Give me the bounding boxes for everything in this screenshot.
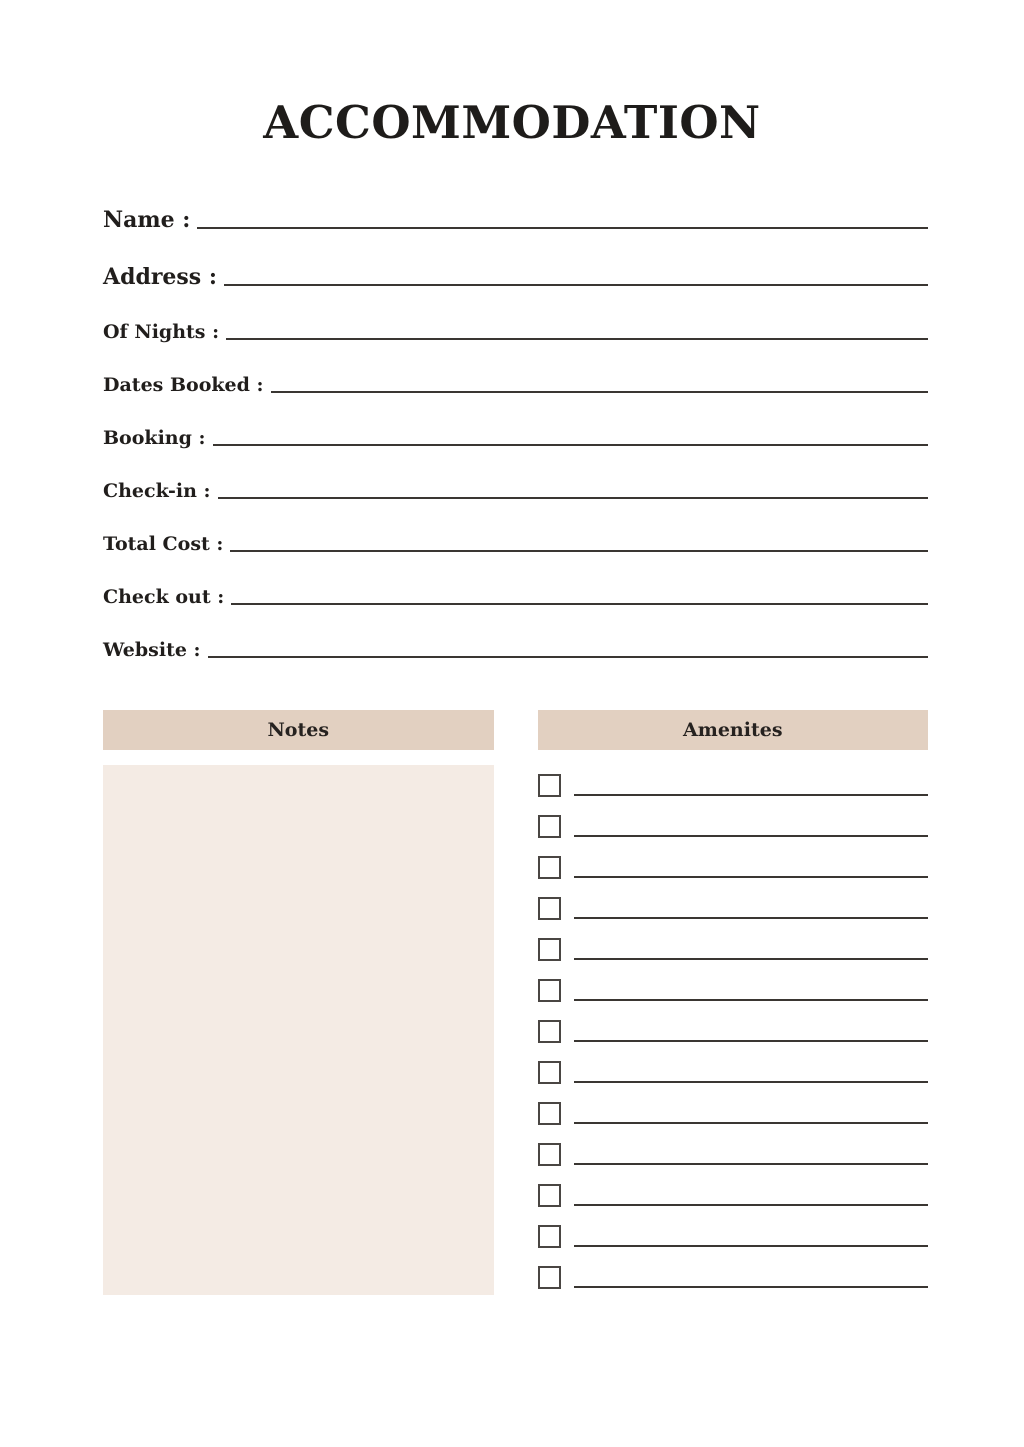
website-label: Website : (103, 639, 201, 662)
amenity-row (538, 961, 929, 1002)
field-row-booking (103, 415, 928, 450)
amenity-input-line[interactable] (574, 1163, 929, 1165)
amenity-row (538, 1125, 929, 1166)
field-row-of-nights (103, 309, 928, 344)
amenity-checkbox[interactable] (538, 979, 561, 1002)
notes-header: Notes (103, 710, 494, 750)
of-nights-input-line[interactable] (226, 338, 928, 340)
amenity-checkbox[interactable] (538, 1266, 561, 1289)
amenity-row (538, 1248, 929, 1289)
amenities-header: Amenites (538, 710, 929, 750)
amenity-input-line[interactable] (574, 958, 929, 960)
amenity-row (538, 879, 929, 920)
dates-booked-label: Dates Booked : (103, 374, 264, 397)
amenity-checkbox[interactable] (538, 774, 561, 797)
field-row-total-cost (103, 521, 928, 556)
amenity-input-line[interactable] (574, 876, 929, 878)
dates-booked-input-line[interactable] (271, 391, 928, 393)
amenities-section (538, 710, 929, 1295)
field-row-website (103, 627, 928, 662)
amenity-input-line[interactable] (574, 1245, 929, 1247)
amenity-checkbox[interactable] (538, 938, 561, 961)
check-out-label: Check out : (103, 586, 225, 609)
field-row-check-out (103, 574, 928, 609)
amenity-row (538, 920, 929, 961)
amenity-checkbox[interactable] (538, 897, 561, 920)
amenity-input-line[interactable] (574, 1040, 929, 1042)
amenity-input-line[interactable] (574, 835, 929, 837)
amenity-checkbox[interactable] (538, 1143, 561, 1166)
total-cost-input-line[interactable] (230, 550, 928, 552)
check-out-input-line[interactable] (231, 603, 928, 605)
amenity-input-line[interactable] (574, 1122, 929, 1124)
amenity-row (538, 1207, 929, 1248)
bottom-sections (103, 710, 928, 1295)
page-title: ACCOMMODATION (263, 96, 761, 149)
notes-section (103, 710, 494, 1295)
name-input-line[interactable] (197, 227, 928, 229)
amenity-row (538, 1002, 929, 1043)
field-row-dates-booked (103, 362, 928, 397)
amenity-row (538, 1043, 929, 1084)
website-input-line[interactable] (208, 656, 928, 658)
check-in-input-line[interactable] (218, 497, 928, 499)
amenity-input-line[interactable] (574, 1286, 929, 1288)
field-row-name (103, 195, 928, 233)
amenity-input-line[interactable] (574, 1081, 929, 1083)
amenity-row (538, 797, 929, 838)
amenity-input-line[interactable] (574, 917, 929, 919)
name-label: Name : (103, 206, 191, 233)
address-label: Address : (103, 263, 217, 290)
amenity-input-line[interactable] (574, 1204, 929, 1206)
amenity-checkbox[interactable] (538, 1061, 561, 1084)
total-cost-label: Total Cost : (103, 533, 224, 556)
booking-input-line[interactable] (213, 444, 928, 446)
amenity-row (538, 1084, 929, 1125)
amenity-row (538, 838, 929, 879)
notes-writing-area[interactable] (103, 765, 494, 1295)
amenity-input-line[interactable] (574, 999, 929, 1001)
amenity-input-line[interactable] (574, 794, 929, 796)
amenity-checkbox[interactable] (538, 856, 561, 879)
amenity-checkbox[interactable] (538, 1184, 561, 1207)
amenities-list (538, 756, 929, 1289)
amenity-row (538, 1166, 929, 1207)
field-row-check-in (103, 468, 928, 503)
of-nights-label: Of Nights : (103, 321, 220, 344)
check-in-label: Check-in : (103, 480, 211, 503)
amenity-checkbox[interactable] (538, 815, 561, 838)
amenity-checkbox[interactable] (538, 1225, 561, 1248)
field-row-address (103, 252, 928, 290)
address-input-line[interactable] (224, 284, 928, 286)
amenity-checkbox[interactable] (538, 1102, 561, 1125)
amenity-row (538, 756, 929, 797)
amenity-checkbox[interactable] (538, 1020, 561, 1043)
fields-section (103, 195, 928, 662)
booking-label: Booking : (103, 427, 206, 450)
